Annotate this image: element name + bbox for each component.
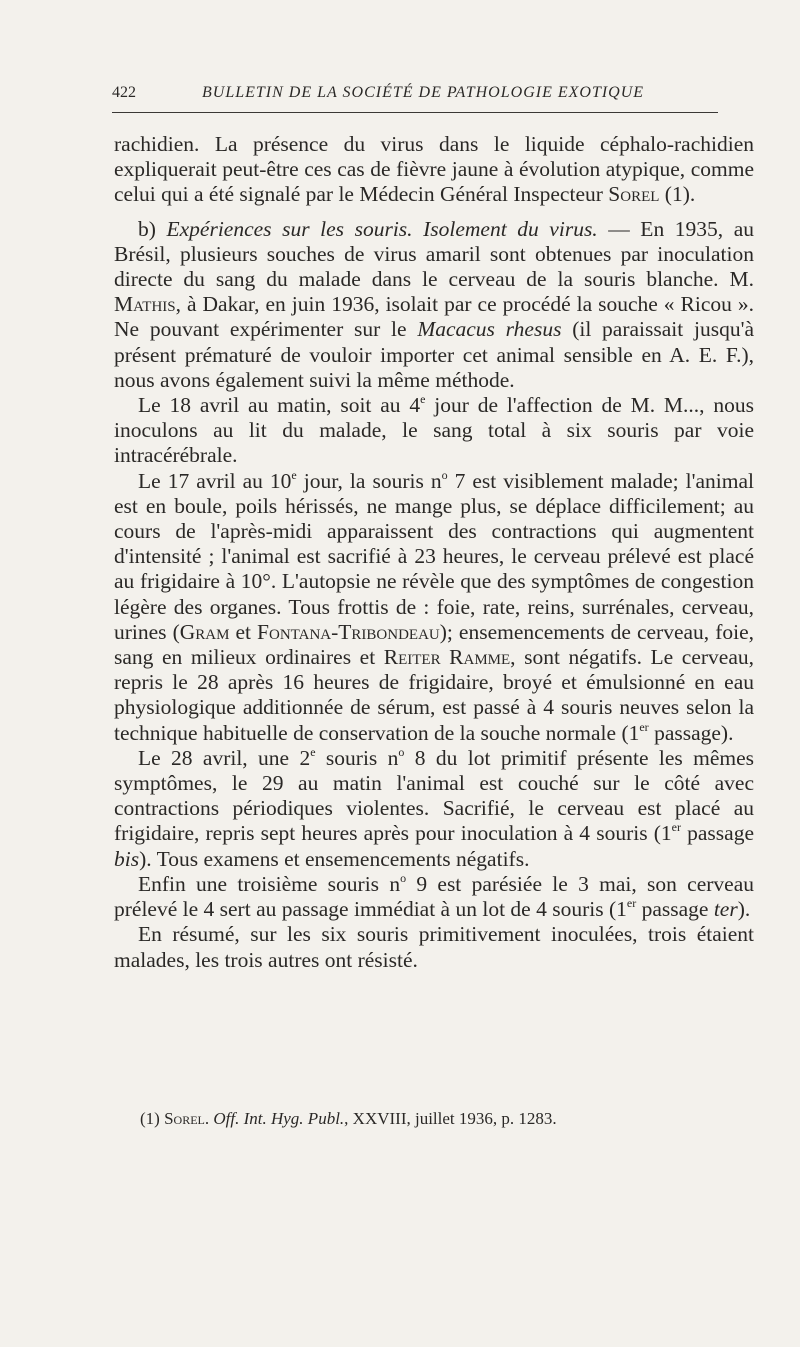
footnote: (1) Sorel. Off. Int. Hyg. Publ., XXVIII, juillet 1936, p. 1283. <box>140 1109 557 1128</box>
section-heading: Expériences sur les souris. Isolement du virus. <box>166 216 598 241</box>
paragraph-mouse-7: Le 17 avril au 10e jour, la souris $n^o$ 7 est visiblement malade; l'animal est en boule, poils hérissés, ne mange plus, se déplace difficilement; au cours de l'après-midi apparaissent des contractions qui augmentent d'intensité ; l'animal est sacrifié à 23 heures, le cerveau prélevé est placé au frigidaire à 10°. L'autopsie ne révèle que des symptômes de congestion légère des organes. Tous frottis de : foie, rate, reins, surrénales, cerveau, urines (Gram et Fontana-Tribondeau); ensemencements de cerveau, foie, sang en milieux ordinaires et Reiter Ramme, sont négatifs. Le cerveau, repris le 28 après 16 heures de frigidaire, broyé et émulsionné en eau physiologique additionnée de sérum, est passé à 4 souris neuves selon la technique habituelle de conservation de la souche normale (1er passage). <box>114 467 755 745</box>
paragraph-summary: En résumé, sur les six souris primitivement inoculées, trois étaient malades, les trois autres ont résisté. <box>114 922 754 972</box>
paragraph-mouse-9: Enfin une troisième souris $n^o$ 9 est parésiée le 3 mai, son cerveau prélevé le 4 sert au passage immédiat à un lot de 4 souris (1er passage ter). <box>114 870 754 922</box>
running-title: BULLETIN DE LA SOCIÉTÉ DE PATHOLOGIE EXOTIQUE <box>202 84 645 101</box>
paragraph-inoculation: Le 18 avril au matin, soit au 4e jour de l'affection de M. M..., nous inoculons au lit du malade, le sang total à six souris par voie intracérébrale. <box>114 392 754 468</box>
page-number: 422 <box>112 84 136 101</box>
article-body <box>114 132 754 973</box>
page-header <box>112 84 718 113</box>
paragraph-experiments: b) Expériences sur les souris. Isolement du virus. — En 1935, au Brésil, plusieurs souches de virus amaril sont obtenues par inoculation directe du sang du malade dans le cerveau de la souris blanche. M. Mathis, à Dakar, en juin 1936, isolait par ce procédé la souche « Ricou ». Ne pouvant expérimenter sur le Macacus rhesus (il paraissait jusqu'à présent prématuré de vouloir importer cet animal sensible en A. E. F.), nous avons également suivi la même méthode. <box>114 216 754 392</box>
paragraph-mouse-8: Le 28 avril, une 2e souris $n^o$ 8 du lot primitif présente les mêmes symptômes, le 29 au matin l'animal est couché sur le côté avec contractions périodiques violentes. Sacrifié, le cerveau est placé au frigidaire, repris sept heures après pour inoculation à 4 souris (1er passage bis). Tous examens et ensemencements négatifs. <box>114 744 755 871</box>
author-name: Sorel <box>608 182 660 207</box>
paragraph-continuation: rachidien. La présence du virus dans le liquide céphalo-rachidien expliquerait peut-être ces cas de fièvre jaune à évolution atypique, comme celui qui a été signalé par le Médecin Général Inspecteur Sorel (1). <box>114 132 754 207</box>
